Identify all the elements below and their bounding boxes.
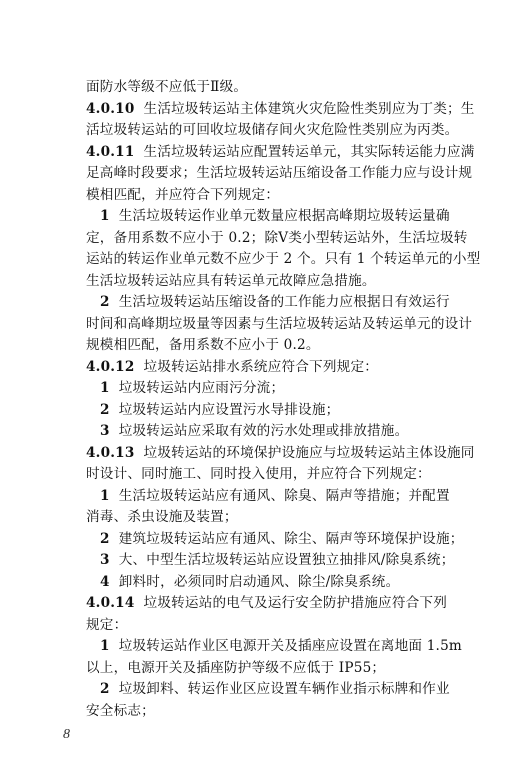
clause-number: 4.0.14	[86, 595, 135, 611]
text-line: 运站的转运作业单元数不应少于 2 个。只有 1 个转运单元的小型	[86, 251, 481, 267]
page-number: 8	[63, 727, 70, 742]
list-item: 2 垃圾转运站内应设置污水导排设施；	[100, 401, 340, 418]
list-item: 1 生活垃圾转运作业单元数量应根据高峰期垃圾转运量确	[100, 208, 450, 224]
list-item: 2 建筑垃圾转运站应有通风、除尘、隔声等环境保护设施；	[100, 530, 464, 547]
clause-number: 4.0.10	[86, 100, 135, 117]
text-line: 时间和高峰期垃圾量等因素与生活垃圾转运站及转运单元的设计	[86, 315, 473, 332]
clause-4-0-12: 4.0.12 垃圾转运站排水系统应符合下列规定：	[86, 358, 379, 375]
clause-number: 4.0.11	[86, 143, 135, 160]
clause-4-0-13: 4.0.13 垃圾转运站的环境保护设施应与垃圾转运站主体设施同	[86, 444, 475, 461]
item-number: 1	[100, 380, 110, 396]
item-number: 3	[100, 423, 110, 439]
item-number: 2	[100, 401, 110, 418]
item-number: 1	[100, 638, 110, 654]
clause-4-0-14: 4.0.14 垃圾转运站的电气及运行安全防护措施应符合下列	[86, 595, 448, 611]
clause-4-0-10: 4.0.10 生活垃圾转运站主体建筑火灾危险性类别应为丁类；生	[86, 100, 475, 117]
clause-number: 4.0.12	[86, 358, 135, 375]
list-item: 3 垃圾转运站应采取有效的污水处理或排放措施。	[100, 423, 409, 439]
text-line: 时设计、同时施工、同时投入使用，并应符合下列规定：	[86, 466, 431, 482]
text-line: 定，备用系数不应小于 0.2；除Ⅴ类小型转运站外，生活垃圾转	[86, 229, 468, 246]
list-item: 4 卸料时，必须同时启动通风、除尘/除臭系统。	[100, 573, 400, 590]
clause-number: 4.0.13	[86, 444, 135, 461]
text-line: 规模相匹配，备用系数不应小于 0.2。	[86, 337, 320, 353]
list-item: 1 生活垃圾转运站应有通风、除臭、隔声等措施；并配置	[100, 487, 450, 504]
text-line: 面防水等级不应低于Ⅱ级。	[86, 79, 248, 95]
text-line: 模相匹配，并应符合下列规定：	[86, 186, 280, 203]
text-line: 以上，电源开关及插座防护等级不应低于 IP55；	[86, 659, 386, 676]
text-line: 消毒、杀虫设施及装置；	[86, 509, 238, 525]
text-line: 活垃圾转运站的可回收垃圾储存间火灾危险性类别应为丙类。	[86, 122, 459, 138]
text-line: 足高峰时段要求；生活垃圾转运站压缩设备工作能力应与设计规	[86, 165, 473, 181]
text-line: 安全标志；	[86, 702, 155, 719]
item-number: 2	[100, 294, 110, 310]
item-number: 4	[100, 573, 110, 590]
item-number: 1	[100, 487, 110, 504]
item-number: 2	[100, 681, 110, 697]
list-item: 2 垃圾卸料、转运作业区应设置车辆作业指示标牌和作业	[100, 681, 450, 697]
item-number: 1	[100, 208, 110, 224]
list-item: 3 大、中型生活垃圾转运站应设置独立抽排风/除臭系统；	[100, 552, 455, 568]
clause-4-0-11: 4.0.11 生活垃圾转运站应配置转运单元，其实际转运能力应满	[86, 143, 475, 160]
item-number: 2	[100, 530, 110, 547]
item-number: 3	[100, 552, 110, 568]
list-item: 1 垃圾转运站内应雨污分流；	[100, 380, 285, 396]
list-item: 2 生活垃圾转运站压缩设备的工作能力应根据日有效运行	[100, 294, 450, 310]
text-line: 规定：	[86, 616, 128, 633]
text-line: 生活垃圾转运站应具有转运单元故障应急措施。	[86, 272, 376, 289]
list-item: 1 垃圾转运站作业区电源开关及插座应设置在离地面 1.5m	[100, 638, 463, 654]
